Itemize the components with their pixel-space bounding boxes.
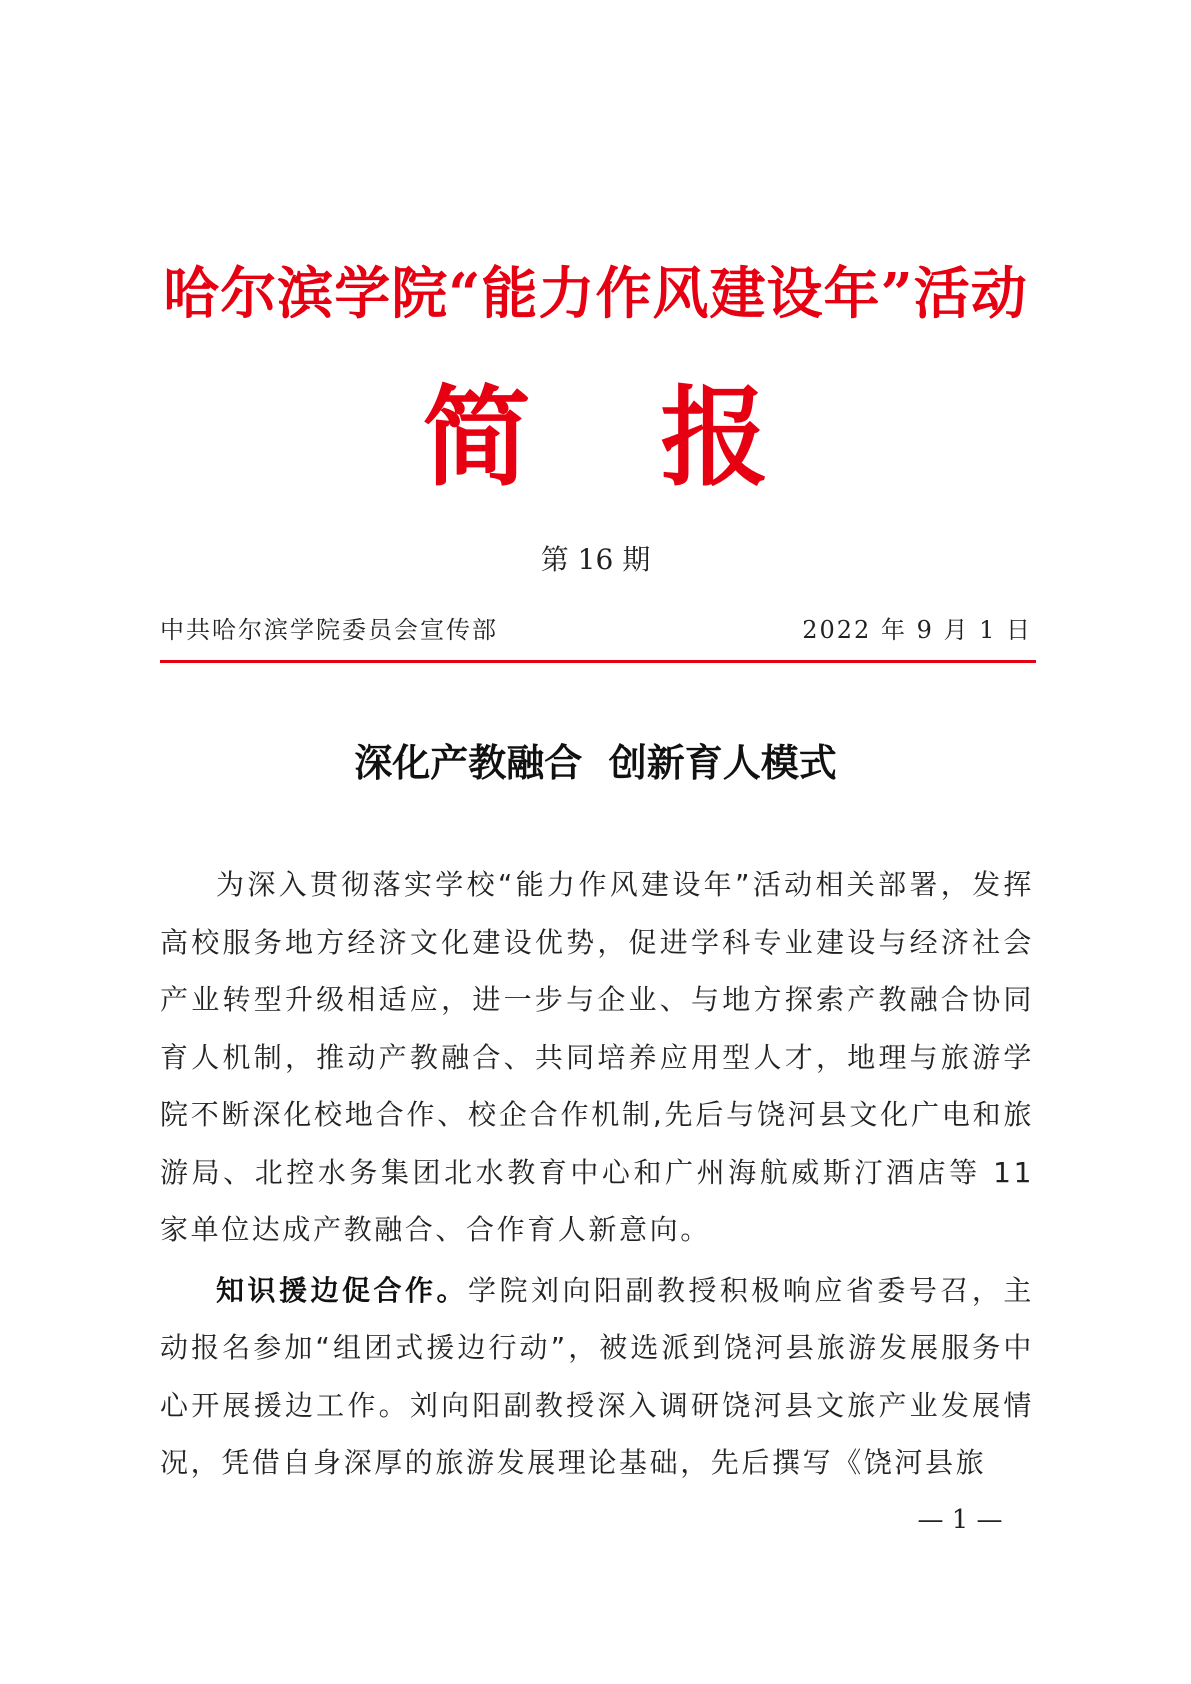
issue-number: 第 16 期 [540, 543, 651, 576]
meta-row [160, 614, 1032, 646]
article-body [160, 856, 1034, 1492]
page-number: — 1 — [917, 1505, 1003, 1535]
red-divider-rule [160, 660, 1036, 663]
publish-date: 2022 年 9 月 1 日 [802, 616, 1032, 644]
publisher: 中共哈尔滨学院委员会宣传部 [160, 616, 498, 644]
paragraph-text: 学院刘向阳副教授积极响应省委号召，主动报名参加“组团式援边行动”，被选派到饶河县旅游发展服务中心开展援边工作。刘向阳副教授深入调研饶河县文旅产业发展情况，凭借自身深厚的旅游发展理论基础，先后撰写《饶河县旅 [160, 1273, 1034, 1479]
masthead-subtitle: 简报 [422, 375, 899, 501]
article-title: 深化产教融合 创新育人模式 [354, 740, 837, 785]
paragraph [160, 856, 1034, 1259]
paragraph [160, 1262, 1034, 1492]
paragraph-text: 为深入贯彻落实学校“能力作风建设年”活动相关部署，发挥高校服务地方经济文化建设优势，促进学科专业建设与经济社会产业转型升级相适应，进一步与企业、与地方探索产教融合协同育人机制，推动产教融合、共同培养应用型人才，地理与旅游学院不断深化校地合作、校企合作机制,先后与饶河县文化广电和旅游局、北控水务集团北水教育中心和广州海航威斯汀酒店等 11 家单位达成产教融合、合作育人新意向。 [160, 868, 1034, 1246]
paragraph-lead: 知识援边促合作。 [216, 1273, 468, 1307]
masthead-title: 哈尔滨学院“能力作风建设年”活动 [163, 261, 1028, 327]
